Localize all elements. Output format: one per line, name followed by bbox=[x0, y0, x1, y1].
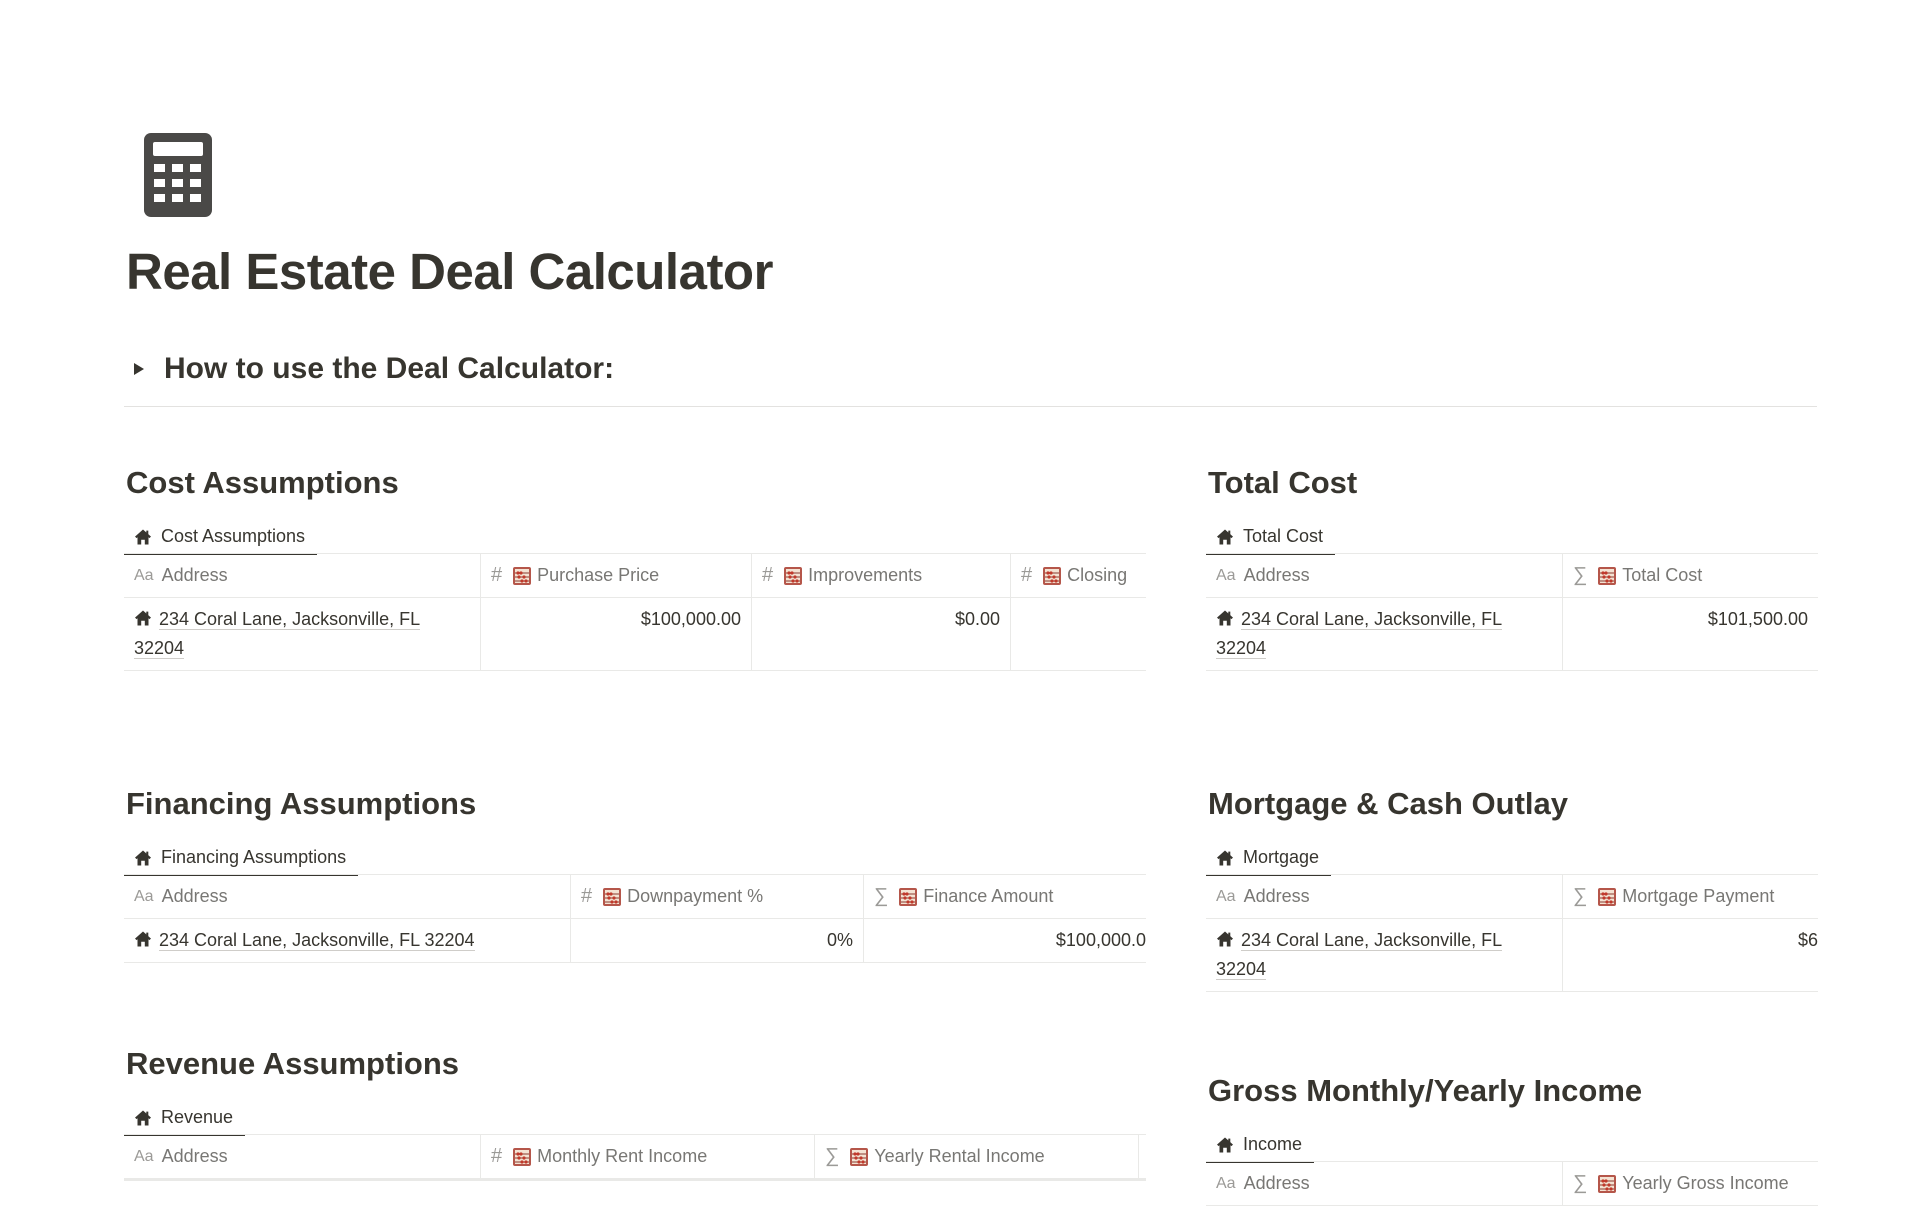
home-icon bbox=[1216, 1136, 1234, 1154]
column-header-address[interactable] bbox=[1206, 875, 1563, 918]
table-header bbox=[1206, 554, 1818, 598]
view-tab-financing-assumptions[interactable] bbox=[124, 841, 358, 876]
address-cell[interactable] bbox=[124, 598, 481, 670]
purchase-price-cell[interactable]: $100,000.00 bbox=[481, 598, 752, 670]
sigma-icon: ∑ bbox=[1573, 1172, 1588, 1194]
abacus-icon bbox=[849, 1147, 869, 1167]
section-heading: Revenue Assumptions bbox=[126, 1046, 460, 1081]
column-header-closing[interactable] bbox=[1011, 554, 1146, 597]
total-cost-cell[interactable]: $101,500.00 bbox=[1707, 609, 1808, 629]
address-link[interactable]: 234 Coral Lane, Jacksonville, FL 32204 bbox=[1216, 930, 1503, 979]
section-heading: Mortgage & Cash Outlay bbox=[1208, 786, 1568, 821]
finance-amount-cell[interactable]: $100,000.0 bbox=[1055, 930, 1146, 950]
text-aa-icon: Aa bbox=[1216, 1174, 1236, 1192]
view-tab-label: Income bbox=[1243, 1134, 1303, 1154]
address-link[interactable]: 234 Coral Lane, Jacksonville, FL 32204 bbox=[134, 609, 421, 658]
view-tab-cost-assumptions[interactable] bbox=[124, 520, 317, 555]
home-icon bbox=[134, 528, 152, 546]
column-label: Address bbox=[161, 1146, 228, 1166]
text-aa-icon: Aa bbox=[134, 887, 154, 905]
address-cell[interactable] bbox=[124, 919, 571, 962]
cost-assumptions-section bbox=[124, 465, 1146, 695]
abacus-icon bbox=[898, 887, 918, 907]
column-header-purchase-price[interactable] bbox=[481, 554, 752, 597]
home-icon bbox=[1216, 849, 1234, 867]
column-header-total-cost[interactable] bbox=[1563, 554, 1818, 597]
abacus-icon bbox=[512, 1147, 532, 1167]
column-label: Downpayment % bbox=[627, 886, 764, 906]
hash-icon: # bbox=[1021, 564, 1033, 586]
home-icon bbox=[1216, 609, 1234, 627]
abacus-icon bbox=[1597, 887, 1617, 907]
section-heading: Gross Monthly/Yearly Income bbox=[1208, 1073, 1643, 1108]
column-header-improvements[interactable] bbox=[752, 554, 1011, 597]
hash-icon: # bbox=[762, 564, 774, 586]
section-heading: Financing Assumptions bbox=[126, 786, 477, 821]
address-link[interactable]: 234 Coral Lane, Jacksonville, FL 32204 bbox=[1216, 609, 1503, 658]
column-label: Address bbox=[161, 565, 228, 585]
abacus-icon bbox=[1597, 1174, 1617, 1194]
income-section bbox=[1206, 1073, 1818, 1199]
column-label: Monthly Rent Income bbox=[537, 1146, 708, 1166]
table-row[interactable] bbox=[1206, 919, 1818, 992]
abacus-icon bbox=[1042, 566, 1062, 586]
income-table bbox=[1206, 1161, 1818, 1206]
view-tabs bbox=[124, 520, 1146, 554]
table-row[interactable] bbox=[124, 598, 1146, 671]
divider bbox=[124, 406, 1817, 407]
abacus-icon bbox=[1597, 566, 1617, 586]
financing-table bbox=[124, 874, 1146, 963]
view-tabs bbox=[124, 841, 1146, 875]
section-heading: Cost Assumptions bbox=[126, 465, 399, 500]
column-label: Address bbox=[1243, 565, 1310, 585]
view-tab-revenue[interactable] bbox=[124, 1101, 245, 1136]
column-label: Finance Amount bbox=[923, 886, 1054, 906]
column-header-finance-amount[interactable] bbox=[864, 875, 1146, 918]
toggle-heading: How to use the Deal Calculator: bbox=[164, 352, 615, 385]
table-header bbox=[1206, 1162, 1818, 1206]
column-label: Mortgage Payment bbox=[1622, 886, 1775, 906]
text-aa-icon: Aa bbox=[134, 566, 154, 584]
view-tab-mortgage[interactable] bbox=[1206, 841, 1331, 876]
text-aa-icon: Aa bbox=[1216, 887, 1236, 905]
column-label: Purchase Price bbox=[537, 565, 660, 585]
column-label: Closing bbox=[1067, 565, 1128, 585]
sigma-icon: ∑ bbox=[1573, 885, 1588, 907]
view-tabs bbox=[1206, 1128, 1818, 1162]
view-tab-total-cost[interactable] bbox=[1206, 520, 1335, 555]
view-tabs bbox=[1206, 841, 1818, 875]
text-aa-icon: Aa bbox=[134, 1147, 154, 1165]
mortgage-section bbox=[1206, 786, 1818, 1016]
column-header-address[interactable] bbox=[124, 554, 481, 597]
page-title: Real Estate Deal Calculator bbox=[126, 243, 773, 300]
table-header bbox=[124, 875, 1146, 919]
sigma-icon: ∑ bbox=[1573, 564, 1588, 586]
hash-icon: # bbox=[581, 885, 593, 907]
address-cell[interactable] bbox=[1206, 919, 1563, 991]
address-link[interactable]: 234 Coral Lane, Jacksonville, FL 32204 bbox=[159, 930, 475, 950]
column-header-yearly-rental[interactable] bbox=[815, 1135, 1139, 1178]
downpayment-cell[interactable]: 0% bbox=[571, 919, 864, 962]
sigma-icon: ∑ bbox=[825, 1145, 840, 1167]
address-cell[interactable] bbox=[1206, 598, 1563, 670]
view-tab-label: Financing Assumptions bbox=[161, 847, 347, 867]
column-label: Yearly Gross Income bbox=[1622, 1173, 1789, 1193]
column-label: Address bbox=[1243, 1173, 1310, 1193]
home-icon bbox=[134, 930, 152, 948]
mortgage-payment-cell[interactable]: $6 bbox=[1797, 930, 1818, 950]
revenue-assumptions-section bbox=[124, 1046, 1146, 1199]
how-to-use-toggle[interactable] bbox=[126, 352, 614, 386]
column-header-downpayment[interactable] bbox=[571, 875, 864, 918]
sigma-icon: ∑ bbox=[874, 885, 889, 907]
text-aa-icon: Aa bbox=[1216, 566, 1236, 584]
hash-icon: # bbox=[491, 564, 503, 586]
abacus-icon bbox=[512, 566, 532, 586]
abacus-icon bbox=[602, 887, 622, 907]
home-icon bbox=[1216, 930, 1234, 948]
column-label: Address bbox=[1243, 886, 1310, 906]
section-heading: Total Cost bbox=[1208, 465, 1358, 500]
view-tabs bbox=[124, 1101, 1146, 1135]
view-tab-income[interactable] bbox=[1206, 1128, 1314, 1163]
abacus-icon bbox=[783, 566, 803, 586]
cost-table bbox=[124, 553, 1146, 671]
view-tabs bbox=[1206, 520, 1818, 554]
financing-assumptions-section bbox=[124, 786, 1146, 986]
table-header bbox=[1206, 875, 1818, 919]
calculator-icon[interactable] bbox=[144, 133, 212, 217]
column-label: Address bbox=[161, 886, 228, 906]
view-tab-label: Cost Assumptions bbox=[161, 526, 306, 546]
home-icon bbox=[134, 1109, 152, 1127]
table-row[interactable] bbox=[1206, 598, 1818, 671]
total-cost-table bbox=[1206, 553, 1818, 671]
table-row[interactable] bbox=[124, 919, 1146, 963]
column-header-address[interactable] bbox=[124, 875, 571, 918]
view-tab-label: Total Cost bbox=[1243, 526, 1324, 546]
view-tab-label: Revenue bbox=[161, 1107, 234, 1127]
column-header-address[interactable] bbox=[1206, 554, 1563, 597]
view-tab-label: Mortgage bbox=[1243, 847, 1320, 867]
home-icon bbox=[1216, 528, 1234, 546]
column-label: Improvements bbox=[808, 565, 923, 585]
column-header-mortgage-payment[interactable] bbox=[1563, 875, 1818, 918]
column-header-monthly-rent[interactable] bbox=[481, 1135, 815, 1178]
table-header bbox=[124, 554, 1146, 598]
revenue-table bbox=[124, 1134, 1146, 1181]
column-label: Total Cost bbox=[1622, 565, 1703, 585]
column-header-address[interactable] bbox=[124, 1135, 481, 1178]
triangle-right-icon[interactable] bbox=[134, 363, 144, 375]
home-icon bbox=[134, 609, 152, 627]
column-label: Yearly Rental Income bbox=[874, 1146, 1045, 1166]
mortgage-table bbox=[1206, 874, 1818, 992]
table-header bbox=[124, 1135, 1146, 1181]
total-cost-section bbox=[1206, 465, 1818, 695]
closing-cell[interactable] bbox=[1011, 598, 1146, 670]
improvements-cell[interactable]: $0.00 bbox=[752, 598, 1011, 670]
home-icon bbox=[134, 849, 152, 867]
hash-icon: # bbox=[491, 1145, 503, 1167]
